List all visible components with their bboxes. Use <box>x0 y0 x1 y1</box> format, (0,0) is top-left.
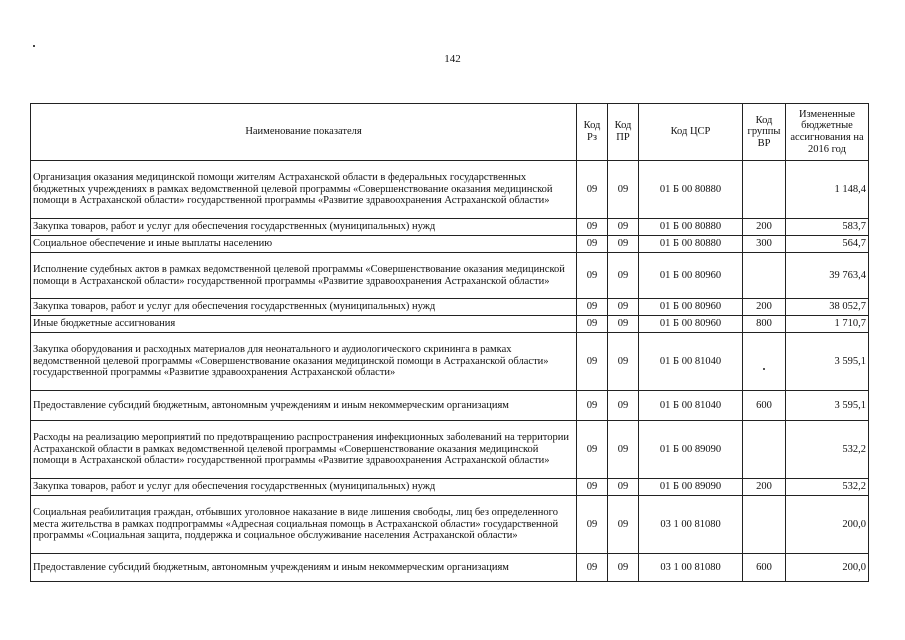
row-vr: 300 <box>743 236 786 253</box>
row-vr: 200 <box>743 479 786 496</box>
header-vr: Код группы ВР <box>743 104 786 161</box>
row-amount: 564,7 <box>786 236 869 253</box>
row-amount: 1 710,7 <box>786 316 869 333</box>
row-amount: 3 595,1 <box>786 391 869 421</box>
row-amount: 39 763,4 <box>786 253 869 299</box>
row-csr: 03 1 00 81080 <box>639 554 743 582</box>
row-name: Расходы на реализацию мероприятий по предотвращению распространения инфекционных заболеваний на территории Астраханской области в рамках ведомственной целевой программы «Совершенствование оказания медицинской помощи в Астраханской области» государственной программы «Развитие здравоохранения Астраханской области» <box>31 421 577 479</box>
row-name: Закупка товаров, работ и услуг для обеспечения государственных (муниципальных) нужд <box>31 479 577 496</box>
row-csr: 01 Б 00 80960 <box>639 299 743 316</box>
row-pr: 09 <box>608 219 639 236</box>
table-row <box>31 236 869 253</box>
row-name: Организация оказания медицинской помощи жителям Астраханской области в федеральных государственных бюджетных учреждениях в рамках ведомственной целевой программы «Совершенствование оказания медицинской помощи в Астраханской области» государственной программы «Развитие здравоохранения Астраханской области» <box>31 161 577 219</box>
row-rz: 09 <box>577 333 608 391</box>
table-row <box>31 333 869 391</box>
row-rz: 09 <box>577 316 608 333</box>
row-name: Закупка товаров, работ и услуг для обеспечения государственных (муниципальных) нужд <box>31 299 577 316</box>
row-csr: 01 Б 00 80880 <box>639 236 743 253</box>
row-amount: 532,2 <box>786 479 869 496</box>
row-pr: 09 <box>608 496 639 554</box>
row-amount: 38 052,7 <box>786 299 869 316</box>
row-pr: 09 <box>608 479 639 496</box>
row-pr: 09 <box>608 333 639 391</box>
row-pr: 09 <box>608 421 639 479</box>
header-amount: Измененные бюджетные ассигнования на 2016 год <box>786 104 869 161</box>
table-row <box>31 253 869 299</box>
budget-table <box>30 103 869 582</box>
row-name: Предоставление субсидий бюджетным, автономным учреждениям и иным некоммерческим организациям <box>31 554 577 582</box>
row-vr <box>743 253 786 299</box>
header-csr: Код ЦСР <box>639 104 743 161</box>
row-rz: 09 <box>577 299 608 316</box>
row-csr: 01 Б 00 80880 <box>639 219 743 236</box>
row-rz: 09 <box>577 219 608 236</box>
row-csr: 01 Б 00 81040 <box>639 333 743 391</box>
row-vr: 600 <box>743 554 786 582</box>
table-row <box>31 161 869 219</box>
scan-speck <box>33 45 35 47</box>
row-rz: 09 <box>577 253 608 299</box>
row-pr: 09 <box>608 161 639 219</box>
row-rz: 09 <box>577 391 608 421</box>
row-csr: 01 Б 00 81040 <box>639 391 743 421</box>
row-amount: 3 595,1 <box>786 333 869 391</box>
row-vr: 200 <box>743 299 786 316</box>
table-header-row <box>31 104 869 161</box>
row-amount: 532,2 <box>786 421 869 479</box>
row-vr <box>743 496 786 554</box>
row-pr: 09 <box>608 299 639 316</box>
table-row <box>31 299 869 316</box>
row-amount: 200,0 <box>786 554 869 582</box>
row-vr <box>743 333 786 391</box>
page-number: 142 <box>444 53 461 65</box>
row-name: Закупка оборудования и расходных материалов для неонатального и аудиологического скрининга в рамках ведомственной целевой программы «Совершенствование оказания медицинской помощи в Астраханской области» государственной программы «Развитие здравоохранения Астраханской области» <box>31 333 577 391</box>
header-name: Наименование показателя <box>31 104 577 161</box>
table-row <box>31 479 869 496</box>
row-csr: 01 Б 00 80960 <box>639 253 743 299</box>
table-row <box>31 421 869 479</box>
row-amount: 1 148,4 <box>786 161 869 219</box>
row-rz: 09 <box>577 236 608 253</box>
row-amount: 200,0 <box>786 496 869 554</box>
row-pr: 09 <box>608 236 639 253</box>
row-name: Закупка товаров, работ и услуг для обеспечения государственных (муниципальных) нужд <box>31 219 577 236</box>
row-pr: 09 <box>608 253 639 299</box>
row-vr: 800 <box>743 316 786 333</box>
row-rz: 09 <box>577 554 608 582</box>
row-amount: 583,7 <box>786 219 869 236</box>
header-pr: Код ПР <box>608 104 639 161</box>
row-csr: 01 Б 00 89090 <box>639 421 743 479</box>
row-name: Исполнение судебных актов в рамках ведомственной целевой программы «Совершенствование оказания медицинской помощи в Астраханской области» государственной программы «Развитие здравоохранения Астраханской области» <box>31 253 577 299</box>
row-csr: 01 Б 00 80960 <box>639 316 743 333</box>
row-name: Социальное обеспечение и иные выплаты населению <box>31 236 577 253</box>
row-vr <box>743 161 786 219</box>
row-pr: 09 <box>608 554 639 582</box>
header-rz: Код Рз <box>577 104 608 161</box>
row-csr: 01 Б 00 89090 <box>639 479 743 496</box>
row-rz: 09 <box>577 161 608 219</box>
row-vr: 600 <box>743 391 786 421</box>
row-name: Предоставление субсидий бюджетным, автономным учреждениям и иным некоммерческим организациям <box>31 391 577 421</box>
row-pr: 09 <box>608 316 639 333</box>
scan-mark <box>763 368 765 370</box>
row-rz: 09 <box>577 421 608 479</box>
row-csr: 03 1 00 81080 <box>639 496 743 554</box>
row-vr: 200 <box>743 219 786 236</box>
table-row <box>31 554 869 582</box>
row-name: Иные бюджетные ассигнования <box>31 316 577 333</box>
row-name: Социальная реабилитация граждан, отбывших уголовное наказание в виде лишения свободы, лиц без определенного места жительства в рамках подпрограммы «Адресная социальная помощь в Астраханской области» государственной программы «Социальная защита, поддержка и социальное обслуживание населения Астраханской области» <box>31 496 577 554</box>
row-rz: 09 <box>577 496 608 554</box>
table-row <box>31 316 869 333</box>
row-csr: 01 Б 00 80880 <box>639 161 743 219</box>
row-pr: 09 <box>608 391 639 421</box>
table-row <box>31 496 869 554</box>
row-rz: 09 <box>577 479 608 496</box>
table-row <box>31 391 869 421</box>
table-row <box>31 219 869 236</box>
row-vr <box>743 421 786 479</box>
